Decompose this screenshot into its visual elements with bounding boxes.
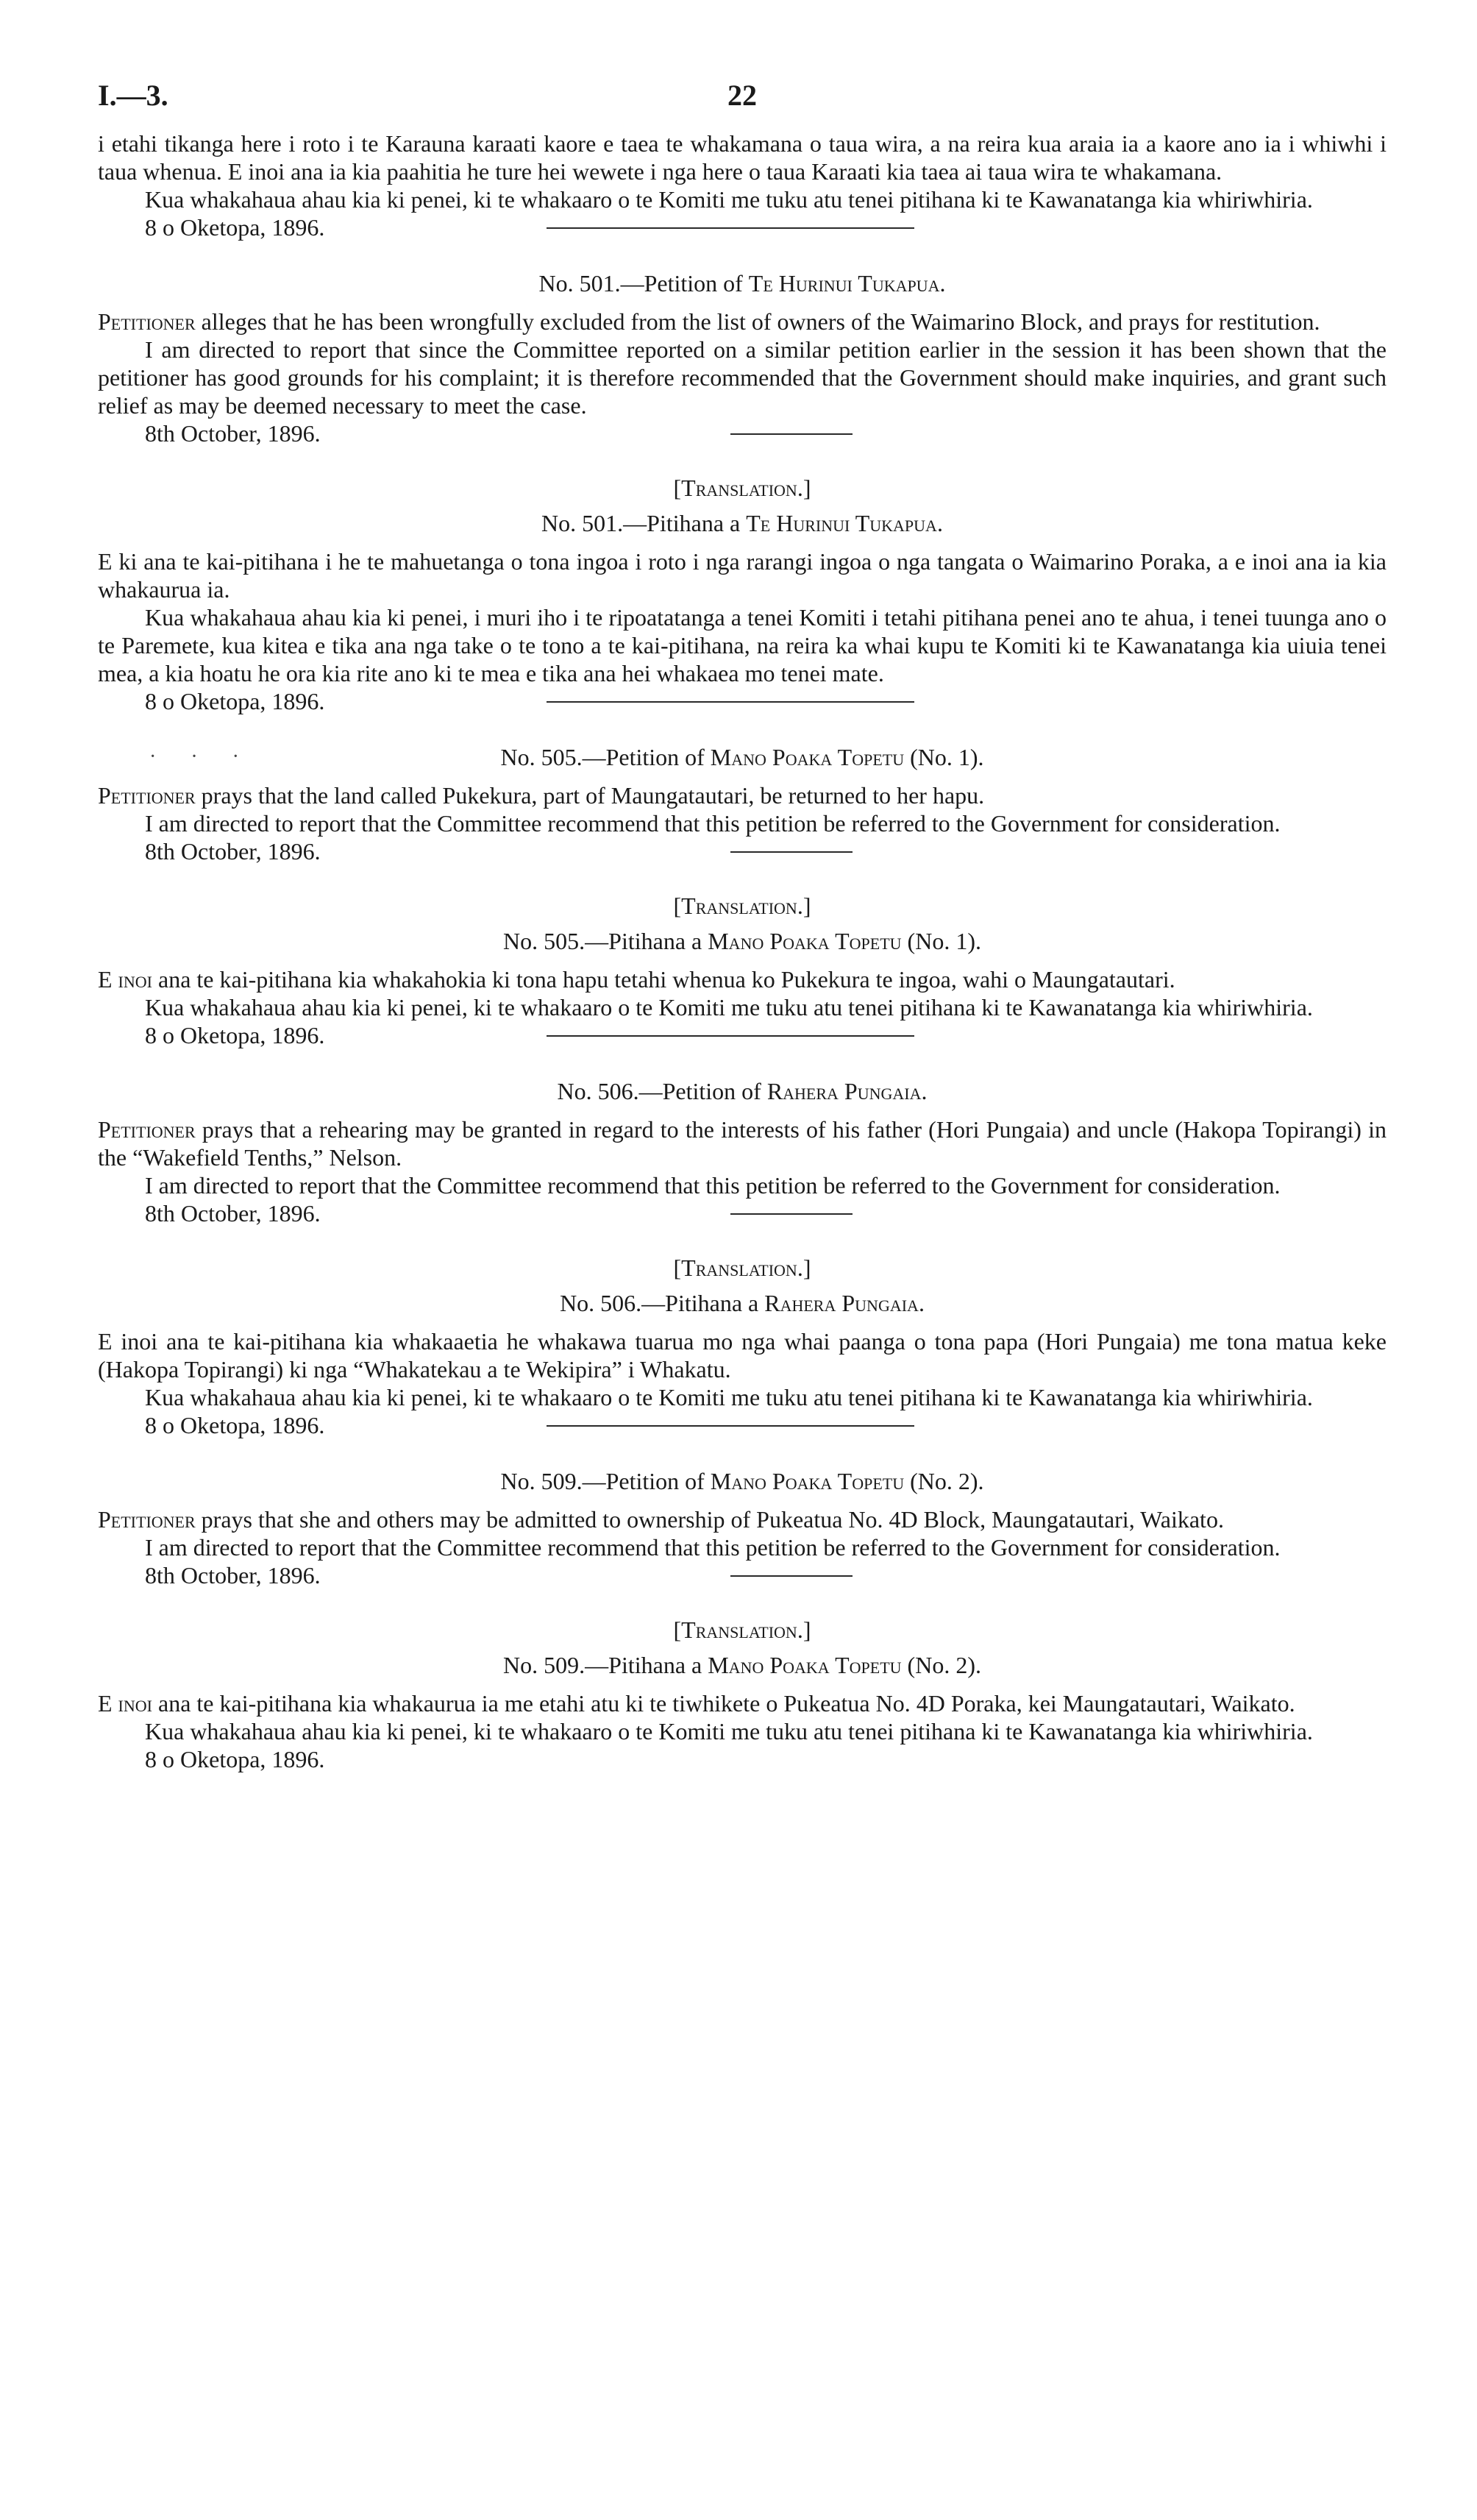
petitioner-name: Mano Poaka Topetu <box>708 928 902 954</box>
date-text: 8th October, 1896. <box>145 1200 321 1227</box>
petitioner-name: Rahera Pungaia <box>764 1290 919 1316</box>
translation-heading: [Translation.] <box>673 1616 811 1643</box>
translation-heading: [Translation.] <box>673 1254 811 1281</box>
petition-509 <box>98 1467 1387 1589</box>
translated-title: No. 505.—Pitihana a Mano Poaka Topetu (No. 1). <box>503 928 981 954</box>
translated-summary: E inoi ana te kai-pitihana kia whakaurua ia me etahi atu ki te tiwhikete o Pukeatua No. 4D Poraka, kei Maungatautari, Waikato. <box>98 1690 1295 1717</box>
committee-report: I am directed to report that the Committee recommend that this petition be referred to the Government for consideration. <box>145 1172 1281 1199</box>
translated-date <box>145 1745 1387 1773</box>
petition-summary: Petitioner prays that she and others may be admitted to ownership of Pukeatua No. 4D Block, Maungatautari, Waikato. <box>98 1506 1224 1533</box>
translation-divider <box>730 1575 853 1577</box>
date-text: 8th October, 1896. <box>145 838 321 865</box>
petition-summary: Petitioner alleges that he has been wrongfully excluded from the list of owners of the Waimarino Block, and prays for restitution. <box>98 308 1320 335</box>
intro-paragraph-1: i etahi tikanga here i roto i te Karauna karaati kaore e taea te whakamana o taua wira, a na reira kua araia ia a kaore ano ia i whiwhi i taua whenua. E inoi ana ia kia paahitia he ture hei wewete i nga here o taua Karaati kia taea ai taua wira te whakamana. <box>98 130 1387 185</box>
translation-506 <box>98 1254 1387 1439</box>
date-text: 8 o Oketopa, 1896. <box>145 1412 325 1438</box>
petition-title: No. 509.—Petition of Mano Poaka Topetu (No. 2). <box>500 1468 984 1494</box>
translation-divider <box>730 433 853 435</box>
date-text: 8th October, 1896. <box>145 1562 321 1589</box>
lead-word: Petitioner <box>98 1116 196 1143</box>
petitioner-name: Te Hurinui Tukapua <box>746 510 937 536</box>
petition-title: No. 501.—Petition of Te Hurinui Tukapua. <box>538 270 946 297</box>
translated-summary: E inoi ana te kai-pitihana kia whakaaetia he whakawa tuarua mo nga whai paanga o tona papa (Hori Pungaia) me tona matua keke (Hakopa Topirangi) ki nga “Whakatekau a te Wekipira” i Whakatu. <box>98 1328 1387 1383</box>
committee-report: I am directed to report that the Committee recommend that this petition be referred to the Government for consideration. <box>145 1534 1281 1561</box>
petition-506 <box>98 1077 1387 1227</box>
intro-paragraph-2: Kua whakahaua ahau kia ki penei, ki te whakaaro o te Komiti me tuku atu tenei pitihana ki te Kawanatanga kia whiriwhiria. <box>145 186 1313 213</box>
petition-title: · · · No. 505.—Petition of Mano Poaka Topetu (No. 1). <box>149 744 984 770</box>
petition-date <box>145 1199 1387 1227</box>
section-divider <box>547 1035 914 1037</box>
committee-report: I am directed to report that since the Committee reported on a similar petition earlier in the session it has been shown that the petitioner has good grounds for his complaint; it is therefore recommended that the Government should make inquiries, and grant such relief as may be deemed necessary to meet the case. <box>98 336 1387 419</box>
paper-reference: I.—3. <box>98 79 168 112</box>
committee-report: I am directed to report that the Committee recommend that this petition be referred to the Government for consideration. <box>145 810 1281 837</box>
date-text: 8 o Oketopa, 1896. <box>145 688 325 714</box>
translated-date <box>145 687 1387 715</box>
petition-date <box>145 837 1387 865</box>
petition-summary: Petitioner prays that the land called Pukekura, part of Maungatautari, be returned to her hapu. <box>98 782 985 809</box>
translated-report: Kua whakahaua ahau kia ki penei, i muri iho i te ripoatatanga a tenei Komiti i tetahi pitihana penei ano te ahua, i tenei tuunga ano o te Paremete, kua kitea e tika ana nga take o te tono a te kai-pitihana, na reira ka whai kupu te Komiti ki te Kawanatanga kia uiuia tenei mea, a kia hoatu he ora kia rite ano ki te mea e tika ana hei whakaea mo tenei mate. <box>98 604 1387 686</box>
petition-date <box>145 419 1387 447</box>
section-divider <box>547 1425 914 1427</box>
petitioner-name: Mano Poaka Topetu <box>708 1652 902 1678</box>
translated-title: No. 506.—Pitihana a Rahera Pungaia. <box>560 1290 925 1316</box>
translated-title: No. 509.—Pitihana a Mano Poaka Topetu (No. 2). <box>503 1652 981 1678</box>
page-number: 22 <box>727 79 757 112</box>
petition-date <box>145 1561 1387 1589</box>
translation-divider <box>730 851 853 853</box>
translated-summary: E inoi ana te kai-pitihana kia whakahokia ki tona hapu tetahi whenua ko Pukekura te ingoa, wahi o Maungatautari. <box>98 966 1175 993</box>
translated-title: No. 501.—Pitihana a Te Hurinui Tukapua. <box>541 510 943 536</box>
lead-word: Petitioner <box>98 1506 196 1533</box>
lead-word: Petitioner <box>98 782 196 809</box>
lead-word: E inoi <box>98 1690 152 1717</box>
date-text: 8th October, 1896. <box>145 420 321 447</box>
date-text: 8 o Oketopa, 1896. <box>145 1746 325 1772</box>
translation-509 <box>98 1616 1387 1773</box>
petition-summary: Petitioner prays that a rehearing may be granted in regard to the interests of his father (Hori Pungaia) and uncle (Hakopa Topirangi) in the “Wakefield Tenths,” Nelson. <box>98 1116 1387 1171</box>
translation-501 <box>98 474 1387 715</box>
petition-title: No. 506.—Petition of Rahera Pungaia. <box>557 1078 928 1104</box>
translated-report: Kua whakahaua ahau kia ki penei, ki te whakaaro o te Komiti me tuku atu tenei pitihana ki te Kawanatanga kia whiriwhiria. <box>145 994 1313 1021</box>
petitioner-name: Mano Poaka Topetu <box>710 1468 905 1494</box>
petitioner-name: Te Hurinui Tukapua <box>748 270 940 297</box>
petition-505 <box>98 743 1387 865</box>
petitioner-name: Mano Poaka Topetu <box>710 744 905 770</box>
lead-word: Petitioner <box>98 308 196 335</box>
translation-heading: [Translation.] <box>673 892 811 919</box>
petition-501 <box>98 269 1387 447</box>
document-page <box>98 78 1387 1773</box>
translated-date <box>145 1021 1387 1049</box>
petitioner-name: Rahera Pungaia <box>766 1078 922 1104</box>
decorative-dots: · · · <box>149 745 254 768</box>
date-text: 8 o Oketopa, 1896. <box>145 214 325 241</box>
lead-word: E inoi <box>98 966 152 993</box>
section-divider <box>547 227 914 229</box>
translated-date <box>145 1411 1387 1439</box>
intro-date <box>145 213 1387 241</box>
section-divider <box>547 701 914 703</box>
translated-summary: E ki ana te kai-pitihana i he te mahuetanga o tona ingoa i roto i nga rarangi ingoa o nga tangata o Waimarino Poraka, a e inoi ana ia kia whakaurua ia. <box>98 548 1387 603</box>
page-header <box>98 78 1387 129</box>
translation-505 <box>98 892 1387 1049</box>
translation-heading: [Translation.] <box>673 475 811 501</box>
date-text: 8 o Oketopa, 1896. <box>145 1022 325 1048</box>
translation-divider <box>730 1213 853 1215</box>
translated-report: Kua whakahaua ahau kia ki penei, ki te whakaaro o te Komiti me tuku atu tenei pitihana ki te Kawanatanga kia whiriwhiria. <box>145 1384 1313 1410</box>
translated-report: Kua whakahaua ahau kia ki penei, ki te whakaaro o te Komiti me tuku atu tenei pitihana ki te Kawanatanga kia whiriwhiria. <box>145 1718 1313 1745</box>
intro-continuation <box>98 129 1387 241</box>
